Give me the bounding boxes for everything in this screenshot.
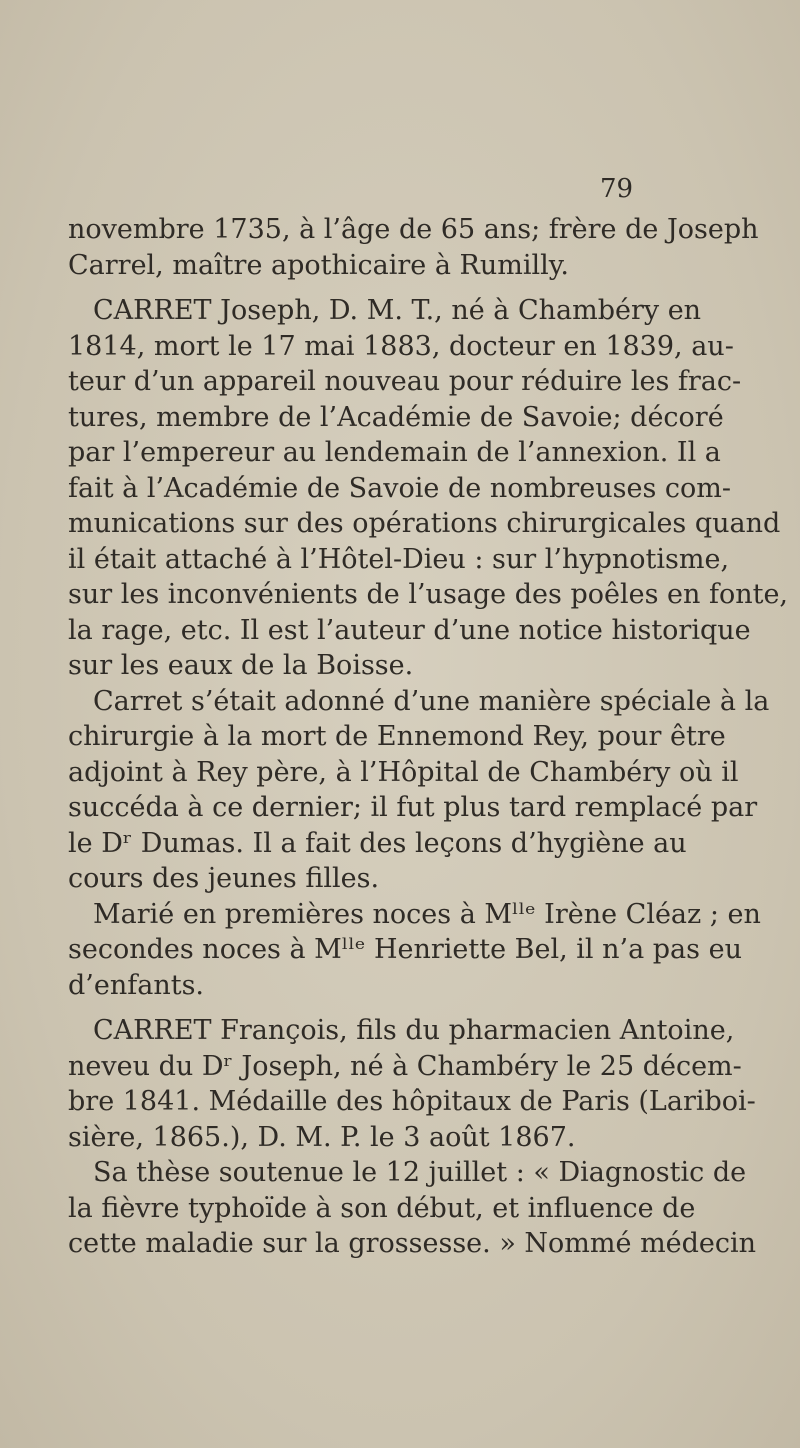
- paragraph-gap: [68, 283, 630, 293]
- page-number: 79: [600, 174, 634, 204]
- text-line: chirurgie à la mort de Ennemond Rey, pour être: [68, 721, 726, 752]
- text-line: fait à l’Académie de Savoie de nombreuses com-: [68, 472, 732, 504]
- text-line: neveu du Dʳ Joseph, né à Chambéry le 25 décem-: [68, 1050, 742, 1082]
- text-line: sur les eaux de la Boisse.: [68, 650, 414, 681]
- text-line: cette maladie sur la grossesse. » Nommé médecin: [68, 1228, 757, 1259]
- text-line: succéda à ce dernier; il fut plus tard remplacé par: [68, 792, 758, 823]
- text-line: CARRET François, fils du pharmacien Antoine,: [93, 1015, 735, 1046]
- text-line: 1814, mort le 17 mai 1883, docteur en 1839, au-: [68, 330, 734, 362]
- text-line: Carrel, maître apothicaire à Rumilly.: [68, 249, 569, 281]
- text-line: la rage, etc. Il est l’auteur d’une notice historique: [68, 614, 751, 646]
- text-line: adjoint à Rey père, à l’Hôpital de Chambéry où il: [68, 756, 739, 788]
- text-line: bre 1841. Médaille des hôpitaux de Paris (Lariboi-: [68, 1086, 756, 1117]
- text-line: la fièvre typhoïde à son début, et influence de: [68, 1192, 696, 1224]
- text-line: novembre 1735, à l’âge de 65 ans; frère de Joseph: [68, 214, 759, 245]
- text-line: par l’empereur au lendemain de l’annexion. Il a: [68, 437, 721, 468]
- text-line: Carret s’était adonné d’une manière spéciale à la: [93, 685, 770, 717]
- text-line: munications sur des opérations chirurgicales quand: [68, 508, 781, 539]
- text-line: Marié en premières noces à Mˡˡᵉ Irène Cléaz ; en: [93, 898, 761, 930]
- text-line: d’enfants.: [68, 969, 205, 1001]
- text-line: tures, membre de l’Académie de Savoie; décoré: [68, 401, 724, 433]
- text-line: le Dʳ Dumas. Il a fait des leçons d’hygiène au: [68, 827, 687, 859]
- text-line: sière, 1865.), D. M. P. le 3 août 1867.: [68, 1121, 576, 1153]
- text-line: Sa thèse soutenue le 12 juillet : « Diagnostic de: [93, 1157, 747, 1188]
- paragraph-gap: [68, 1003, 630, 1013]
- text-line: secondes noces à Mˡˡᵉ Henriette Bel, il n’a pas eu: [68, 934, 742, 965]
- text-line: teur d’un appareil nouveau pour réduire les frac-: [68, 366, 742, 397]
- text-line: CARRET Joseph, D. M. T., né à Chambéry en: [93, 295, 702, 326]
- text-line: il était attaché à l’Hôtel-Dieu : sur l’hypnotisme,: [68, 543, 730, 575]
- body-text: [68, 212, 789, 1262]
- text-line: sur les inconvénients de l’usage des poêles en fonte,: [68, 579, 789, 610]
- text-line: cours des jeunes filles.: [68, 863, 380, 894]
